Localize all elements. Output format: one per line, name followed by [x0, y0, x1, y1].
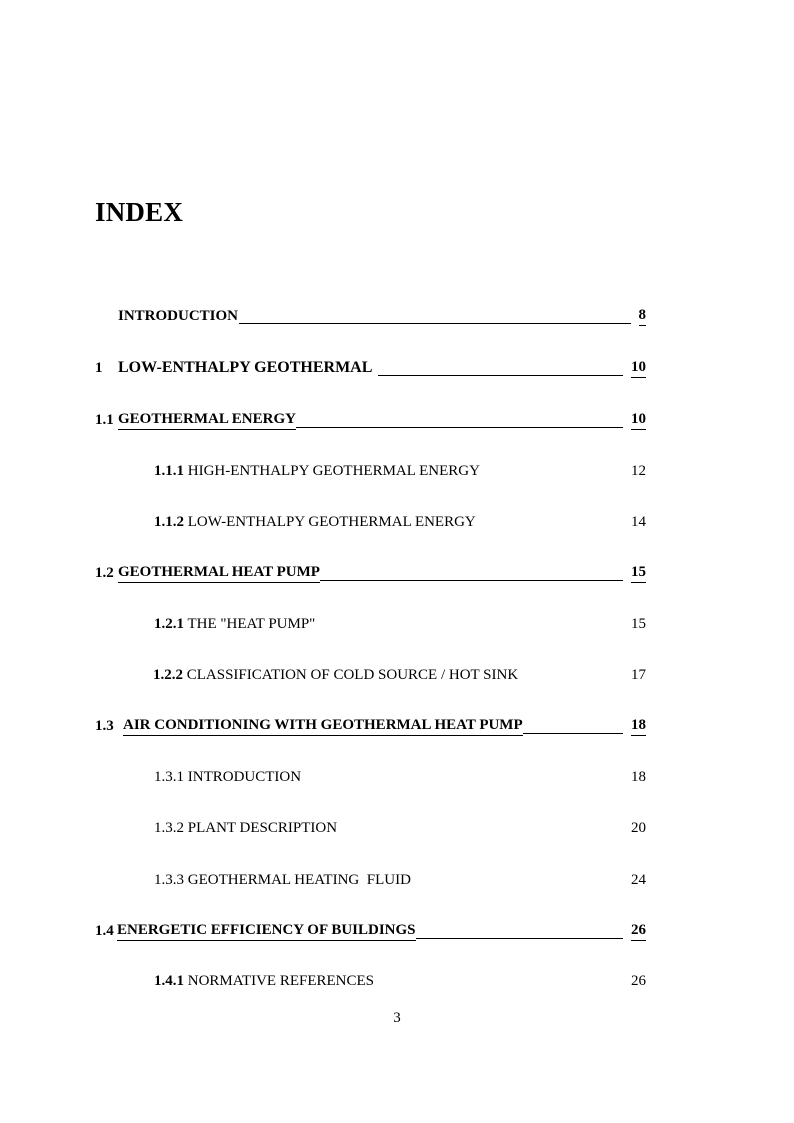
toc-entry-1-3-3[interactable]	[0, 869, 794, 891]
toc-page: 26	[631, 973, 646, 989]
toc-leader	[378, 375, 623, 376]
toc-title: GEOTHERMAL HEATING FLUID	[187, 872, 411, 888]
toc-page: 15	[631, 616, 646, 632]
toc-title: HIGH-ENTHALPY GEOTHERMAL ENERGY	[187, 463, 480, 479]
toc-page: 18	[631, 717, 646, 736]
toc-number: 1.2	[95, 565, 114, 581]
toc-entry-1-3[interactable]	[0, 715, 794, 737]
toc-page: 15	[631, 564, 646, 583]
toc-title: CLASSIFICATION OF COLD SOURCE / HOT SINK	[186, 667, 519, 683]
toc-title: LOW-ENTHALPY GEOTHERMAL	[118, 359, 373, 376]
toc-number: 1.2.2	[153, 667, 183, 683]
toc-page: 17	[631, 667, 646, 683]
toc-number: 1	[95, 360, 103, 376]
toc-entry-1-1-2[interactable]	[0, 511, 794, 533]
toc-entry-1-1-1[interactable]	[0, 460, 794, 482]
toc-leader	[416, 938, 623, 939]
toc-title: INTRODUCTION	[118, 308, 239, 324]
toc-page: 14	[631, 514, 646, 530]
toc-entry-1-2-2[interactable]	[0, 664, 794, 686]
toc-page: 8	[639, 307, 647, 326]
toc-number: 1.2.1	[154, 616, 184, 632]
toc-leader	[523, 733, 623, 734]
toc-number: 1.4.1	[154, 973, 184, 989]
toc-number: 1.1	[95, 412, 114, 428]
toc-leader	[296, 427, 623, 428]
toc-number: 1.3	[95, 718, 114, 734]
toc-page: 18	[631, 769, 646, 785]
toc-page: 26	[631, 922, 646, 941]
page-number: 3	[393, 1010, 401, 1026]
toc-title: GEOTHERMAL ENERGY	[118, 411, 296, 430]
toc-number: 1.1.1	[154, 463, 184, 479]
toc-entry-1-3-1[interactable]	[0, 766, 794, 788]
toc-title: AIR CONDITIONING WITH GEOTHERMAL HEAT PUMP	[123, 717, 523, 736]
toc-page: 20	[631, 820, 646, 836]
toc-entry-1-2-1[interactable]	[0, 613, 794, 635]
toc-number: 1.3.2	[154, 820, 184, 836]
toc-entry-1-4-1[interactable]	[0, 970, 794, 992]
toc-number: 1.3.1	[154, 769, 184, 785]
toc-page: 10	[631, 359, 646, 378]
toc-number: 1.1.2	[154, 514, 184, 530]
toc-entry-1-3-2[interactable]	[0, 817, 794, 839]
toc-title: ENERGETIC EFFICIENCY OF BUILDINGS	[117, 922, 416, 941]
toc-leader	[320, 580, 623, 581]
toc-title: PLANT DESCRIPTION	[187, 820, 338, 836]
toc-entry-1-1[interactable]	[0, 409, 794, 431]
toc-number: 1.3.3	[154, 872, 184, 888]
toc-title: INTRODUCTION	[187, 769, 302, 785]
toc-page: 12	[631, 463, 646, 479]
toc-title: NORMATIVE REFERENCES	[187, 973, 375, 989]
toc-entry-1-2[interactable]	[0, 562, 794, 584]
toc-page: 24	[631, 872, 646, 888]
toc-number: 1.4	[95, 923, 114, 939]
toc-title: LOW-ENTHALPY GEOTHERMAL ENERGY	[187, 514, 476, 530]
page-title: INDEX	[95, 197, 184, 227]
toc-entry-chapter-1[interactable]	[0, 357, 794, 379]
toc-leader	[239, 323, 630, 324]
toc-page: 10	[631, 411, 646, 430]
toc-entry-1-4[interactable]	[0, 920, 794, 942]
toc-entry-introduction[interactable]	[0, 305, 794, 327]
toc-title: THE "HEAT PUMP"	[187, 616, 316, 632]
toc-title: GEOTHERMAL HEAT PUMP	[118, 564, 320, 583]
